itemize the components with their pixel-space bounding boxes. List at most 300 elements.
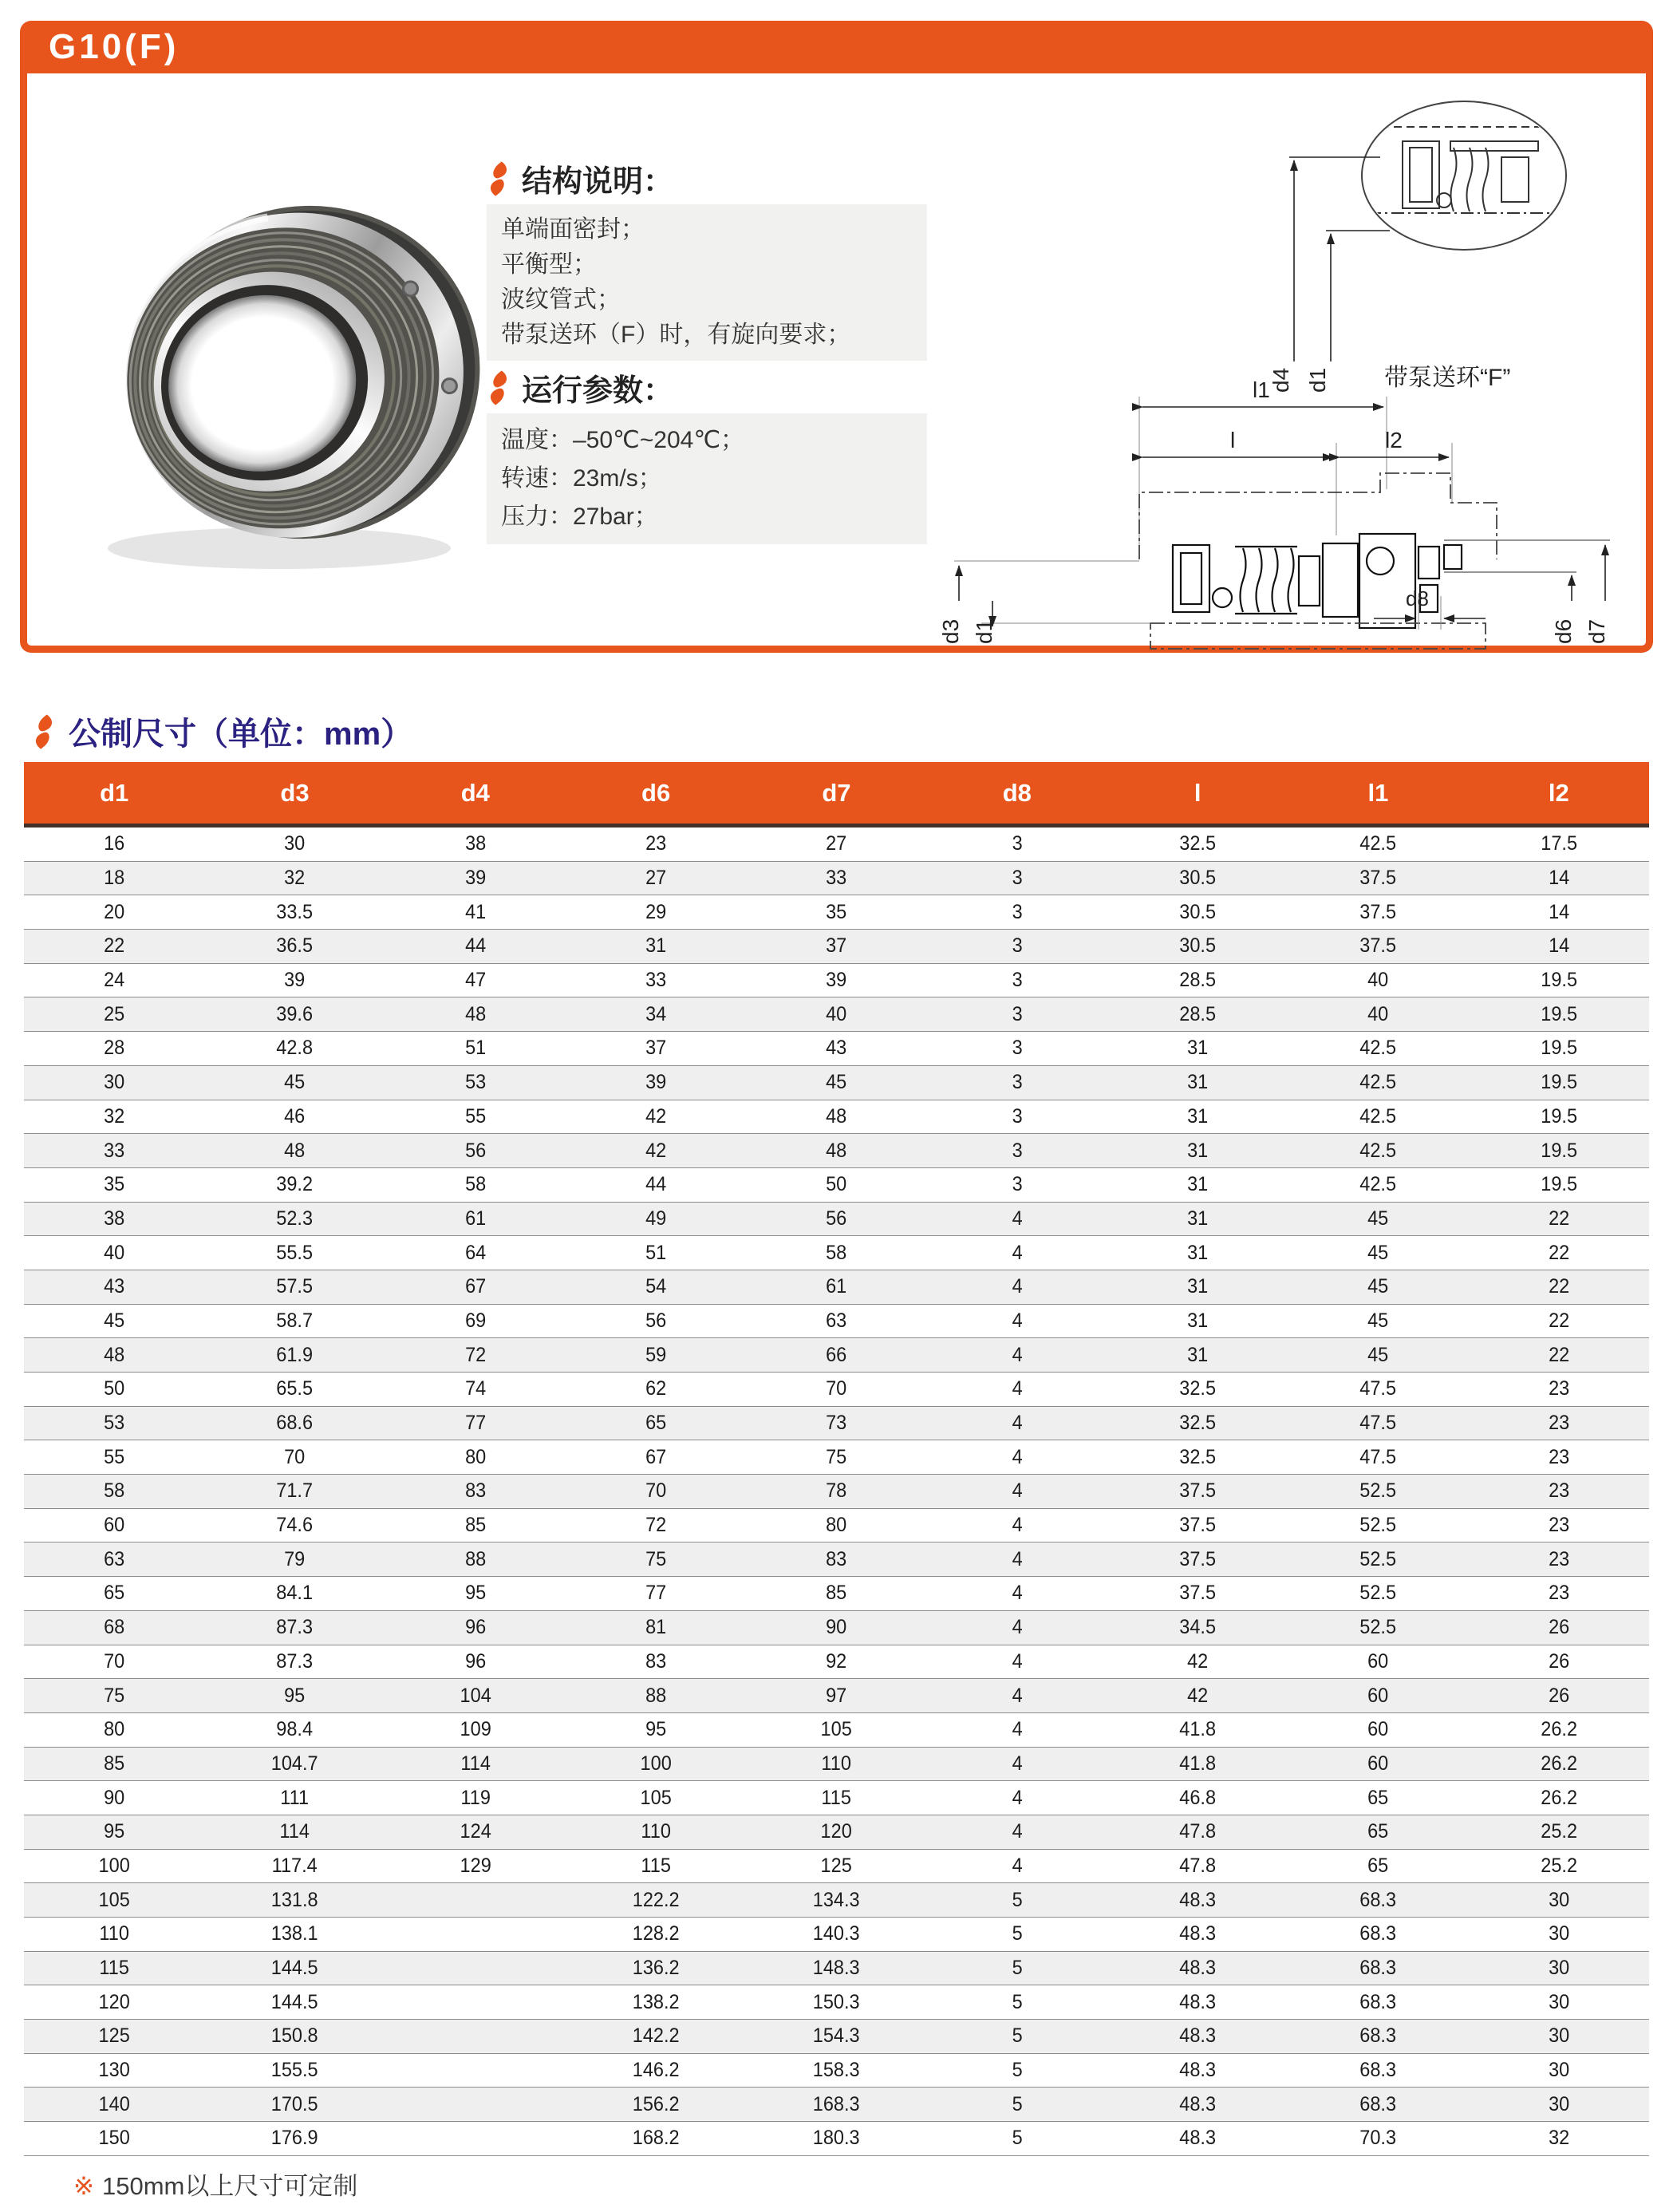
cell-d7: 39 [826,969,847,992]
cell-d6: 105 [640,1786,672,1809]
cell-d3: 42.8 [276,1037,314,1060]
table-row [24,2122,1649,2156]
cell-l1: 60 [1367,1752,1389,1775]
table-row [24,1611,1649,1645]
cell-d1: 53 [104,1412,125,1435]
params-lines [487,413,927,544]
detail-bubble [1362,101,1566,250]
table-row [24,862,1649,896]
table-row [24,1509,1649,1543]
cell-l: 46.8 [1179,1786,1217,1809]
cell-l1: 52.5 [1359,1582,1397,1605]
cell-d7: 73 [826,1412,847,1435]
cell-l: 37.5 [1179,1514,1217,1537]
cell-l: 28.5 [1179,1002,1217,1025]
cell-d7: 105 [820,1718,853,1741]
table-row [24,2054,1649,2088]
cell-l: 48.3 [1179,1957,1217,1980]
cell-d3: 57.5 [276,1275,314,1298]
cell-d1: 43 [104,1275,125,1298]
cell-l1: 52.5 [1359,1479,1397,1503]
table-row [24,1679,1649,1713]
cell-d1: 16 [104,832,125,855]
structure-title-text: 结构说明： [522,165,674,199]
cell-d1: 115 [99,1957,129,1980]
dim-label-d1-top: d1 [1305,367,1330,393]
cell-d7: 50 [826,1173,847,1196]
table-row [24,964,1649,998]
table-header [24,762,1649,828]
cell-d3: 52.3 [276,1207,314,1230]
cell-d8: 3 [1012,969,1023,992]
cell-d4: 88 [464,1547,486,1570]
cell-l1: 70.3 [1359,2127,1397,2150]
cell-d4: 74 [464,1377,486,1400]
cell-d4: 80 [464,1445,486,1468]
header-d7: d7 [822,778,851,807]
cell-d3: 39.6 [276,1002,314,1025]
cell-d6: 138.2 [632,1990,680,2013]
table-row [24,1440,1649,1475]
cell-d1: 68 [104,1616,125,1639]
cell-d6: 83 [645,1649,667,1673]
cell-l1: 68.3 [1359,2092,1397,2115]
table-row [24,1985,1649,2020]
cell-l: 41.8 [1179,1718,1217,1741]
cell-d3: 65.5 [276,1377,314,1400]
cell-l: 48.3 [1179,2024,1217,2048]
structure-line: 单端面密封； [501,216,645,243]
header-d1: d1 [100,778,129,807]
cell-d6: 77 [645,1582,667,1605]
cell-l2: 23 [1548,1445,1569,1468]
cell-d1: 33 [104,1139,125,1162]
cell-d6: 136.2 [632,1957,680,1980]
cell-d4: 67 [464,1275,486,1298]
cell-d8: 3 [1012,1071,1023,1094]
table-row [24,1815,1649,1850]
cell-l2: 23 [1548,1547,1569,1570]
table-body [24,828,1649,2156]
cell-l2: 22 [1548,1309,1569,1332]
cell-d3: 155.5 [271,2059,318,2082]
cell-d1: 45 [104,1309,125,1332]
cell-l1: 45 [1367,1343,1389,1366]
cell-l: 30.5 [1179,900,1217,923]
shaft-outline [1150,623,1486,649]
table-row [24,828,1649,862]
cell-d1: 150 [98,2127,130,2150]
cell-d1: 22 [104,934,125,958]
cell-d3: 48 [284,1139,306,1162]
cell-d8: 3 [1012,1139,1023,1162]
cell-d3: 39 [284,969,306,992]
cell-d6: 39 [645,1071,667,1094]
cell-d4: 39 [464,867,486,890]
cell-l2: 14 [1548,867,1569,890]
cell-d3: 58.7 [276,1309,314,1332]
structure-lines [487,204,927,361]
cell-d3: 36.5 [276,934,314,958]
cell-l2: 26 [1548,1684,1569,1707]
cell-d1: 63 [104,1547,125,1570]
cell-l1: 45 [1367,1207,1389,1230]
cell-d7: 158.3 [813,2059,860,2082]
cell-d7: 92 [826,1649,847,1673]
cell-l: 47.8 [1179,1820,1217,1843]
cell-l: 41.8 [1179,1752,1217,1775]
cell-d8: 5 [1012,1888,1023,1911]
table-row [24,1713,1649,1748]
cell-d1: 90 [104,1786,125,1809]
table-row [24,1407,1649,1441]
cell-l2: 23 [1548,1377,1569,1400]
cell-d8: 5 [1012,1922,1023,1945]
cell-l1: 40 [1367,969,1389,992]
cell-d3: 33.5 [276,900,314,923]
cell-d7: 110 [821,1752,852,1775]
cell-d8: 4 [1012,1445,1023,1468]
cell-d8: 4 [1012,1412,1023,1435]
cell-d1: 24 [104,969,125,992]
cell-l1: 42.5 [1359,832,1397,855]
dim-label-d4: d4 [1269,367,1293,393]
cell-d6: 75 [645,1547,667,1570]
cell-l1: 68.3 [1359,1922,1397,1945]
cell-l2: 19.5 [1540,1071,1577,1094]
cell-l1: 60 [1367,1649,1389,1673]
cell-d4: 72 [464,1343,486,1366]
table-row [24,1270,1649,1305]
cell-d6: 54 [645,1275,667,1298]
seal-section [1173,534,1610,628]
cell-d1: 25 [104,1002,125,1025]
table-row [24,1373,1649,1407]
cell-d1: 110 [99,1922,129,1945]
cell-l2: 22 [1548,1241,1569,1264]
cell-l: 37.5 [1179,1479,1217,1503]
cell-l2: 22 [1548,1343,1569,1366]
cell-d6: 27 [645,867,667,890]
cell-d1: 80 [104,1718,125,1741]
cell-d1: 70 [104,1649,125,1673]
cell-d8: 4 [1012,1479,1023,1503]
cell-l2: 23 [1548,1582,1569,1605]
cell-l1: 65 [1367,1854,1389,1877]
cell-d7: 45 [826,1071,847,1094]
metric-title-text: 公制尺寸（单位：mm） [69,717,413,752]
cell-d6: 56 [645,1309,667,1332]
cell-l: 31 [1187,1104,1209,1128]
cell-l1: 68.3 [1359,1888,1397,1911]
table-row [24,2088,1649,2122]
cell-d6: 23 [645,832,667,855]
detail-caption: 带泵送环“F” [1384,365,1511,391]
cell-d3: 70 [284,1445,306,1468]
cell-l1: 45 [1367,1241,1389,1264]
cell-d6: 88 [645,1684,667,1707]
cell-d1: 50 [104,1377,125,1400]
cell-d8: 4 [1012,1718,1023,1741]
cell-d3: 74.6 [276,1514,314,1537]
cell-d4: 47 [464,969,486,992]
cell-d7: 27 [826,832,847,855]
header-d8: d8 [1002,778,1032,807]
cell-l1: 42.5 [1359,1139,1397,1162]
cell-d8: 4 [1012,1309,1023,1332]
cell-l2: 19.5 [1540,1139,1577,1162]
cell-d3: 138.1 [271,1922,318,1945]
cell-d3: 144.5 [271,1990,318,2013]
cell-d7: 43 [826,1037,847,1060]
cell-d6: 156.2 [632,2092,680,2115]
header-d6: d6 [641,778,671,807]
cell-d8: 3 [1012,1037,1023,1060]
reference-mark-icon: ※ [73,2172,94,2200]
dim-label-l1: l1 [1253,377,1270,402]
table-row [24,997,1649,1032]
cell-l2: 26 [1548,1616,1569,1639]
cell-d1: 18 [104,867,125,890]
cell-d8: 3 [1012,1104,1023,1128]
cell-d4: 109 [460,1718,491,1741]
cell-d6: 146.2 [632,2059,680,2082]
cell-l2: 19.5 [1540,1002,1577,1025]
cell-d7: 134.3 [813,1888,860,1911]
cell-d1: 125 [98,2024,130,2048]
cell-d3: 30 [284,832,306,855]
table-row [24,1645,1649,1680]
cell-l: 28.5 [1179,969,1217,992]
cell-d6: 42 [645,1104,667,1128]
cell-d6: 110 [641,1820,671,1843]
params-title-text: 运行参数： [522,374,674,408]
cell-d6: 100 [640,1752,672,1775]
cell-l1: 60 [1367,1718,1389,1741]
cell-d1: 75 [104,1684,125,1707]
dim-label-d6: d6 [1551,618,1576,644]
housing-outline [1139,473,1497,559]
cell-d1: 140 [98,2092,130,2115]
cell-d1: 100 [98,1854,130,1877]
dim-label-d1-bottom: d1 [972,618,996,644]
cell-d7: 35 [826,900,847,923]
flame-icon [32,713,56,750]
cell-d4: 38 [464,832,486,855]
cell-d8: 3 [1012,934,1023,958]
title-band [20,21,1653,73]
cell-d8: 4 [1012,1207,1023,1230]
cell-l2: 23 [1548,1412,1569,1435]
cell-d7: 80 [826,1514,847,1537]
cell-d3: 71.7 [276,1479,314,1503]
cell-d7: 90 [826,1616,847,1639]
cell-d4: 129 [460,1854,491,1877]
dim-label-d7: d7 [1584,618,1609,644]
cell-l: 42 [1187,1649,1209,1673]
cell-d7: 78 [826,1479,847,1503]
cell-l2: 14 [1548,934,1569,958]
cell-d8: 4 [1012,1786,1023,1809]
cell-d8: 4 [1012,1854,1023,1877]
cell-d8: 4 [1012,1343,1023,1366]
table-row [24,1918,1649,1952]
table-row [24,1475,1649,1509]
page-title: G10(F) [49,27,180,66]
cell-d7: 83 [826,1547,847,1570]
cell-d8: 5 [1012,2127,1023,2150]
cell-d4: 56 [464,1139,486,1162]
table-row [24,1883,1649,1918]
cell-d7: 125 [820,1854,853,1877]
cell-d8: 5 [1012,1957,1023,1980]
table-row [24,1542,1649,1577]
cell-d3: 176.9 [271,2127,318,2150]
cell-d3: 98.4 [276,1718,314,1741]
cell-d7: 37 [826,934,847,958]
cell-d8: 3 [1012,900,1023,923]
cell-d4: 44 [464,934,486,958]
cell-d4: 124 [460,1820,491,1843]
cell-l: 31 [1187,1071,1209,1094]
cell-d7: 48 [826,1139,847,1162]
cell-d4: 64 [464,1241,486,1264]
cell-l: 31 [1187,1037,1209,1060]
cell-d3: 114 [279,1820,310,1843]
cell-l1: 42.5 [1359,1104,1397,1128]
cell-d1: 55 [104,1445,125,1468]
cell-l1: 47.5 [1359,1445,1397,1468]
cell-l: 42 [1187,1684,1209,1707]
cell-l2: 19.5 [1540,1037,1577,1060]
cell-d4: 85 [464,1514,486,1537]
cell-l: 48.3 [1179,1888,1217,1911]
cell-d1: 130 [98,2059,130,2082]
metric-section-title [32,709,412,754]
cell-d3: 79 [284,1547,306,1570]
cell-d7: 140.3 [813,1922,860,1945]
cell-l2: 26.2 [1540,1718,1577,1741]
table-row [24,1032,1649,1066]
cell-d7: 70 [826,1377,847,1400]
cell-l: 31 [1187,1173,1209,1196]
cell-d1: 28 [104,1037,125,1060]
cell-d1: 35 [104,1173,125,1196]
cell-l: 48.3 [1179,2092,1217,2115]
cell-d7: 150.3 [813,1990,860,2013]
cell-d3: 95 [284,1684,306,1707]
cell-d3: 84.1 [276,1582,314,1605]
cell-d4: 41 [464,900,486,923]
cell-d7: 58 [826,1241,847,1264]
cell-d3: 131.8 [271,1888,318,1911]
cell-d1: 85 [104,1752,125,1775]
cell-l2: 25.2 [1540,1854,1577,1877]
cell-l: 37.5 [1179,1547,1217,1570]
cell-l2: 30 [1548,1957,1569,1980]
cell-l1: 47.5 [1359,1412,1397,1435]
cell-d6: 44 [645,1173,667,1196]
cell-l1: 45 [1367,1275,1389,1298]
cell-d3: 61.9 [276,1343,314,1366]
dim-label-l: l [1230,428,1236,452]
cell-d6: 81 [645,1616,667,1639]
cell-d6: 128.2 [632,1922,680,1945]
cell-d8: 3 [1012,1002,1023,1025]
cell-d7: 115 [821,1786,852,1809]
table-row [24,1748,1649,1782]
cell-d7: 56 [826,1207,847,1230]
cell-d4: 55 [464,1104,486,1128]
cell-l: 48.3 [1179,2127,1217,2150]
structure-line: 带泵送环（F）时，有旋向要求； [501,322,851,348]
cell-d3: 32 [284,867,306,890]
cell-l1: 47.5 [1359,1377,1397,1400]
cell-d7: 33 [826,867,847,890]
cell-l: 32.5 [1179,1377,1217,1400]
table-row [24,895,1649,930]
cell-l1: 37.5 [1359,934,1397,958]
table-row [24,1952,1649,1986]
cell-d7: 97 [826,1684,847,1707]
cell-d6: 122.2 [632,1888,680,1911]
technical-drawing [933,68,1636,650]
cell-d8: 4 [1012,1514,1023,1537]
cell-d3: 150.8 [271,2024,318,2048]
cell-l2: 30 [1548,2059,1569,2082]
cell-d4: 58 [464,1173,486,1196]
table-row [24,1338,1649,1373]
cell-d8: 4 [1012,1377,1023,1400]
cell-d7: 85 [826,1582,847,1605]
cell-d6: 72 [645,1514,667,1537]
cell-l2: 19.5 [1540,1173,1577,1196]
cell-d7: 66 [826,1343,847,1366]
cell-d4: 96 [464,1649,486,1673]
cell-d8: 4 [1012,1616,1023,1639]
table-row [24,1168,1649,1203]
cell-d3: 144.5 [271,1957,318,1980]
cell-d8: 4 [1012,1582,1023,1605]
cell-d1: 48 [104,1343,125,1366]
cell-d4: 61 [464,1207,486,1230]
cell-d3: 39.2 [276,1173,314,1196]
cell-d8: 5 [1012,2092,1023,2115]
cell-d7: 180.3 [813,2127,860,2150]
cell-l2: 30 [1548,1888,1569,1911]
cell-l2: 14 [1548,900,1569,923]
table-row [24,1100,1649,1135]
cell-d1: 60 [104,1514,125,1537]
cell-d6: 29 [645,900,667,923]
dimensions-table [24,762,1649,2156]
cell-d3: 46 [284,1104,306,1128]
header-l1: l1 [1367,778,1389,807]
cell-d1: 120 [98,1990,130,2013]
cell-l: 31 [1187,1275,1209,1298]
cell-d7: 168.3 [813,2092,860,2115]
cell-l: 32.5 [1179,1412,1217,1435]
cell-l: 32.5 [1179,832,1217,855]
table-row [24,1203,1649,1237]
cell-d4: 48 [464,1002,486,1025]
table-row [24,1134,1649,1168]
cell-d4: 114 [460,1752,491,1775]
dim-label-d8: d8 [1406,587,1429,610]
cell-d7: 154.3 [813,2024,860,2048]
cell-d7: 48 [826,1104,847,1128]
footer-note-text: 150mm以上尺寸可定制 [101,2172,358,2200]
